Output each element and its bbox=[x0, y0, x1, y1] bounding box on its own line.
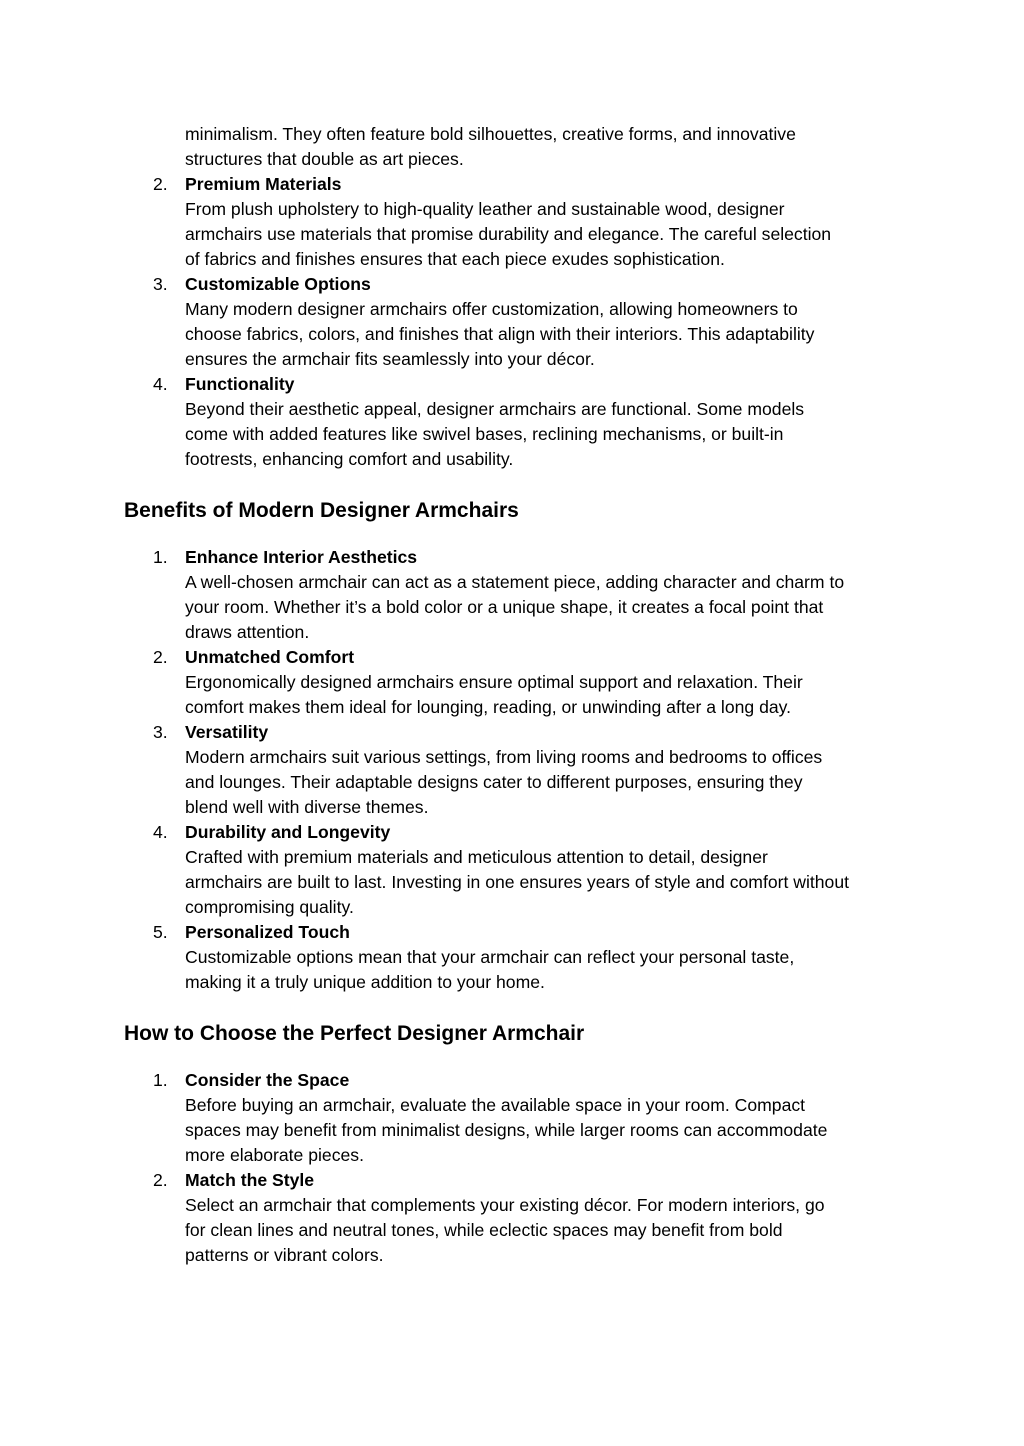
list-item-title: Unmatched Comfort bbox=[185, 647, 355, 667]
list-item-title: Premium Materials bbox=[185, 174, 342, 194]
list-item-title: Durability and Longevity bbox=[185, 822, 391, 842]
paragraph-line: minimalism. They often feature bold silhouettes, creative forms, and innovative bbox=[185, 124, 796, 144]
list-number: 1. bbox=[153, 1070, 168, 1090]
list-item bbox=[124, 1068, 914, 1168]
list-item-title: Functionality bbox=[185, 374, 295, 394]
paragraph-line: Many modern designer armchairs offer customization, allowing homeowners to bbox=[185, 299, 798, 319]
paragraph-line: come with added features like swivel bases, reclining mechanisms, or built-in bbox=[185, 424, 784, 444]
list-item bbox=[124, 545, 914, 645]
list-item-title: Customizable Options bbox=[185, 274, 371, 294]
list-item-body bbox=[185, 1093, 914, 1168]
paragraph-line: your room. Whether it’s a bold color or a unique shape, it creates a focal point that bbox=[185, 597, 824, 617]
list-item-title: Personalized Touch bbox=[185, 922, 350, 942]
list-item-title: Match the Style bbox=[185, 1170, 315, 1190]
paragraph-line: making it a truly unique addition to your home. bbox=[185, 972, 545, 992]
list-item-body bbox=[185, 945, 914, 995]
document-content bbox=[124, 122, 914, 1268]
paragraph-line: Customizable options mean that your armchair can reflect your personal taste, bbox=[185, 947, 795, 967]
list-item-body bbox=[185, 845, 914, 920]
paragraph-line: and lounges. Their adaptable designs cater to different purposes, ensuring they bbox=[185, 772, 803, 792]
list-item bbox=[124, 272, 914, 372]
choose-list bbox=[124, 1068, 914, 1268]
paragraph-line: blend well with diverse themes. bbox=[185, 797, 429, 817]
list-number: 5. bbox=[153, 922, 168, 942]
list-item-body bbox=[185, 1193, 914, 1268]
list-item bbox=[124, 172, 914, 272]
paragraph-line: spaces may benefit from minimalist designs, while larger rooms can accommodate bbox=[185, 1120, 828, 1140]
list-item-title: Consider the Space bbox=[185, 1070, 350, 1090]
section-heading-benefits: Benefits of Modern Designer Armchairs bbox=[124, 499, 519, 522]
continuation-paragraph bbox=[124, 122, 914, 172]
list-item-title: Enhance Interior Aesthetics bbox=[185, 547, 418, 567]
features-list bbox=[124, 172, 914, 472]
paragraph-line: choose fabrics, colors, and finishes that align with their interiors. This adaptability bbox=[185, 324, 815, 344]
list-number: 2. bbox=[153, 647, 168, 667]
list-item-body bbox=[185, 197, 914, 272]
list-item-body bbox=[185, 397, 914, 472]
paragraph-line: more elaborate pieces. bbox=[185, 1145, 364, 1165]
list-item bbox=[124, 372, 914, 472]
paragraph-line: ensures the armchair fits seamlessly into your décor. bbox=[185, 349, 595, 369]
list-number: 3. bbox=[153, 722, 168, 742]
paragraph-line: Modern armchairs suit various settings, from living rooms and bedrooms to offices bbox=[185, 747, 823, 767]
paragraph-line: of fabrics and finishes ensures that each piece exudes sophistication. bbox=[185, 249, 725, 269]
paragraph-line: patterns or vibrant colors. bbox=[185, 1245, 384, 1265]
list-number: 4. bbox=[153, 822, 168, 842]
list-number: 1. bbox=[153, 547, 168, 567]
benefits-list bbox=[124, 545, 914, 995]
list-item bbox=[124, 920, 914, 995]
paragraph-line: From plush upholstery to high-quality leather and sustainable wood, designer bbox=[185, 199, 785, 219]
paragraph-line: compromising quality. bbox=[185, 897, 354, 917]
list-item bbox=[124, 1168, 914, 1268]
paragraph-line: draws attention. bbox=[185, 622, 310, 642]
section-heading-choose: How to Choose the Perfect Designer Armchair bbox=[124, 1022, 585, 1045]
list-item-body bbox=[185, 570, 914, 645]
paragraph-line: Ergonomically designed armchairs ensure optimal support and relaxation. Their bbox=[185, 672, 803, 692]
paragraph-line: for clean lines and neutral tones, while eclectic spaces may benefit from bold bbox=[185, 1220, 783, 1240]
paragraph-line: structures that double as art pieces. bbox=[185, 149, 464, 169]
list-item bbox=[124, 720, 914, 820]
paragraph-line: comfort makes them ideal for lounging, reading, or unwinding after a long day. bbox=[185, 697, 792, 717]
list-item-title: Versatility bbox=[185, 722, 269, 742]
list-number: 3. bbox=[153, 274, 168, 294]
paragraph-line: armchairs use materials that promise durability and elegance. The careful selection bbox=[185, 224, 832, 244]
paragraph-line: armchairs are built to last. Investing in one ensures years of style and comfort without bbox=[185, 872, 849, 892]
list-item-body bbox=[185, 745, 914, 820]
list-item bbox=[124, 645, 914, 720]
list-item-body bbox=[185, 670, 914, 720]
list-item bbox=[124, 820, 914, 920]
paragraph-line: Beyond their aesthetic appeal, designer armchairs are functional. Some models bbox=[185, 399, 805, 419]
list-number: 2. bbox=[153, 1170, 168, 1190]
paragraph-line: footrests, enhancing comfort and usability. bbox=[185, 449, 514, 469]
list-number: 4. bbox=[153, 374, 168, 394]
list-number: 2. bbox=[153, 174, 168, 194]
paragraph-line: Select an armchair that complements your existing décor. For modern interiors, go bbox=[185, 1195, 825, 1215]
list-item-body bbox=[185, 297, 914, 372]
paragraph-line: Before buying an armchair, evaluate the available space in your room. Compact bbox=[185, 1095, 806, 1115]
paragraph-line: A well-chosen armchair can act as a statement piece, adding character and charm to bbox=[185, 572, 845, 592]
paragraph-line: Crafted with premium materials and meticulous attention to detail, designer bbox=[185, 847, 768, 867]
